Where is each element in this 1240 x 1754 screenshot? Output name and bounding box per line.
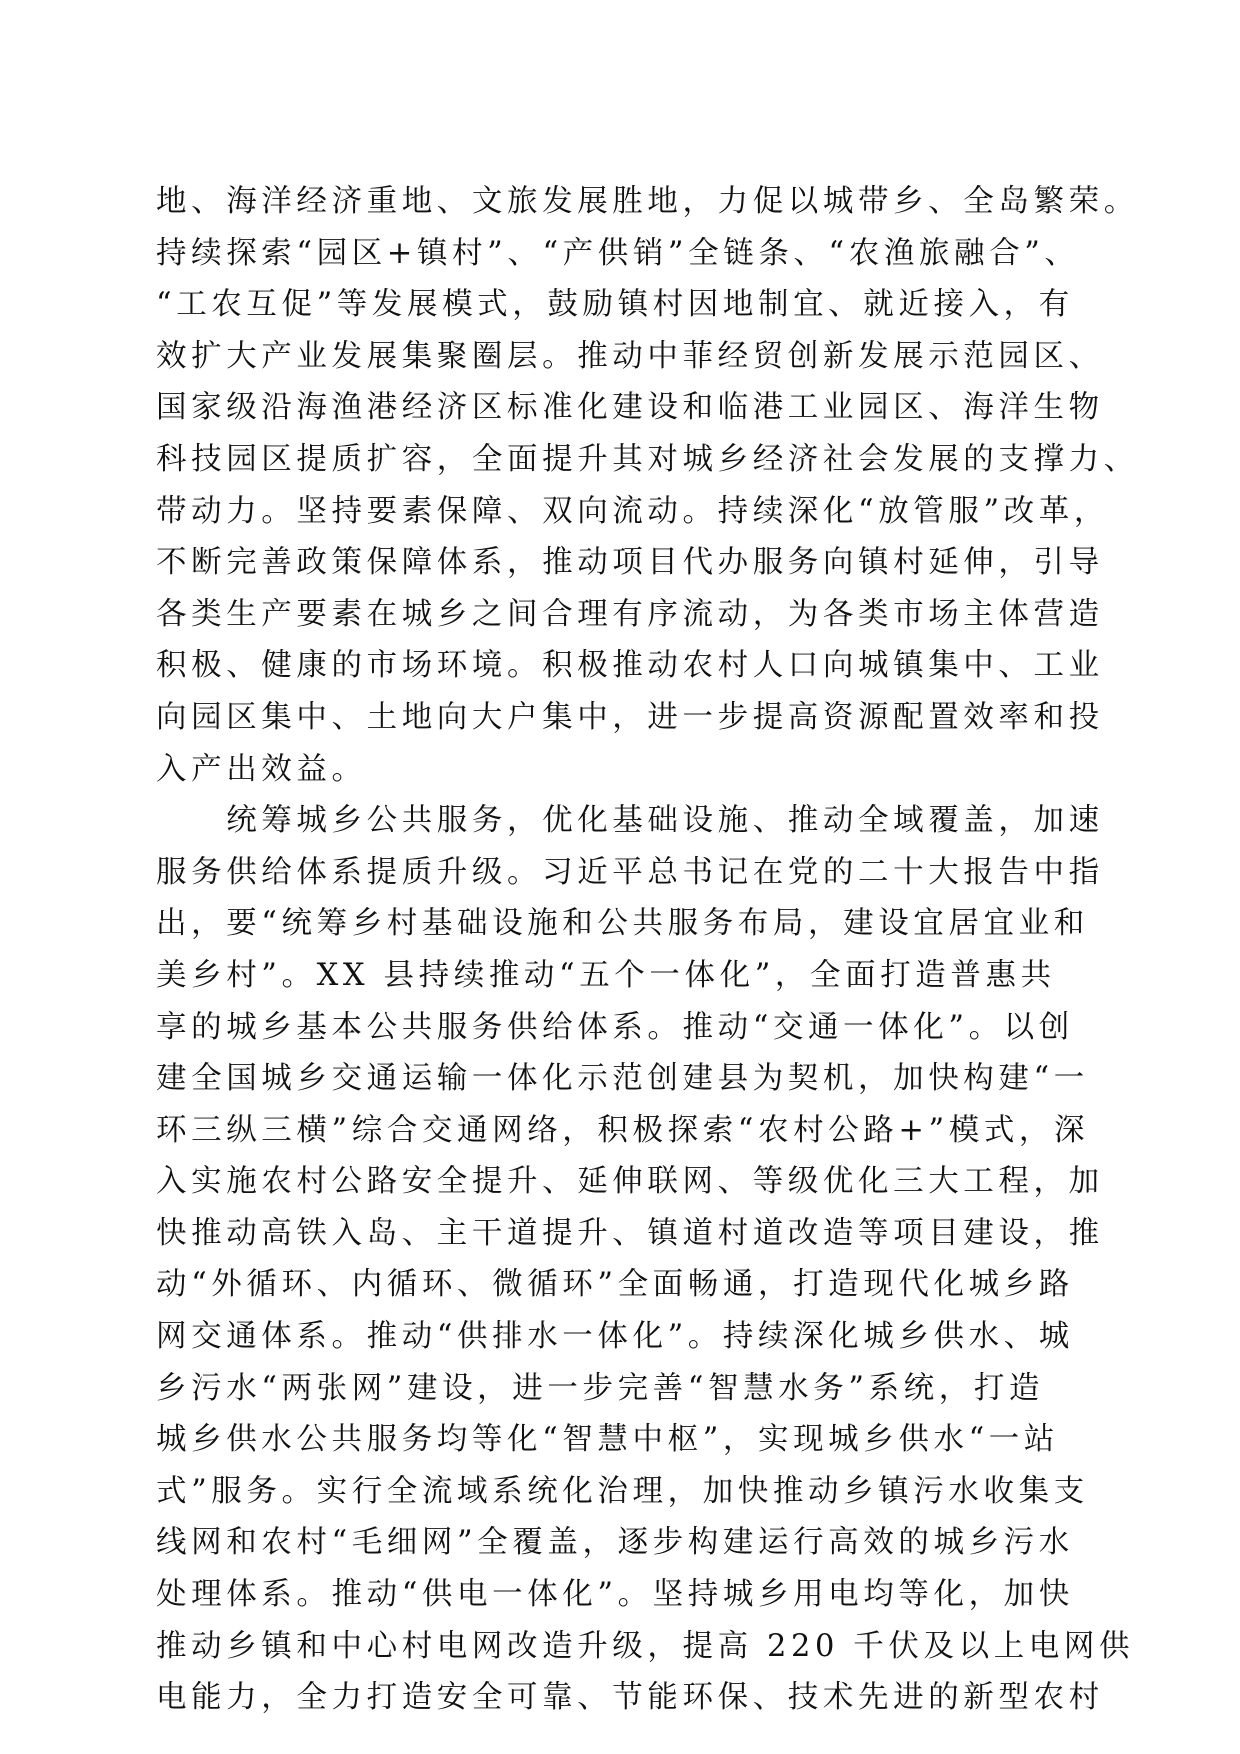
text-line: 式”服务。实行全流域系统化治理，加快推动乡镇污水收集支: [156, 1473, 1089, 1509]
text-line: 美乡村”。XX 县持续推动“五个一体化”，全面打造普惠共: [156, 957, 1056, 993]
text-line: 享的城乡基本公共服务供给体系。推动“交通一体化”。以创: [156, 1009, 1074, 1045]
text-line: 入实施农村公路安全提升、延伸联网、等级优化三大工程，加: [156, 1164, 1104, 1200]
text-line: 环三纵三横”综合交通网络，积极探索“农村公路+”模式，深: [156, 1112, 1090, 1148]
text-line: 积极、健康的市场环境。积极推动农村人口向城镇集中、工业: [156, 648, 1104, 684]
text-line: 动“外循环、内循环、微循环”全面畅通，打造现代化城乡路: [156, 1267, 1074, 1303]
text-line: 处理体系。推动“供电一体化”。坚持城乡用电均等化，加快: [156, 1577, 1074, 1613]
text-line: 乡污水“两张网”建设，进一步完善“智慧水务”系统，打造: [156, 1370, 1045, 1406]
text-line: 快推动高铁入岛、主干道提升、镇道村道改造等项目建设，推: [156, 1215, 1104, 1251]
text-line: 不断完善政策保障体系，推动项目代办服务向镇村延伸，引导: [156, 545, 1104, 581]
text-line: 电能力，全力打造安全可靠、节能环保、技术先进的新型农村: [156, 1680, 1104, 1716]
text-line: 出，要“统筹乡村基础设施和公共服务布局，建设宜居宜业和: [156, 906, 1089, 942]
text-line: 服务供给体系提质升级。习近平总书记在党的二十大报告中指: [156, 854, 1104, 890]
text-line: 各类生产要素在城乡之间合理有序流动，为各类市场主体营造: [156, 596, 1104, 632]
text-line: 科技园区提质扩容，全面提升其对城乡经济社会发展的支撑力、: [156, 441, 1139, 477]
text-line: 入产出效益。: [156, 751, 367, 787]
text-line: 效扩大产业发展集聚圈层。推动中菲经贸创新发展示范园区、: [156, 338, 1104, 374]
text-line: 国家级沿海渔港经济区标准化建设和临港工业园区、海洋生物: [156, 390, 1104, 426]
text-line: “工农互促”等发展模式，鼓励镇村因地制宜、就近接入，有: [156, 287, 1074, 323]
text-line: 城乡供水公共服务均等化“智慧中枢”，实现城乡供水“一站: [156, 1422, 1059, 1458]
text-line: 建全国城乡交通运输一体化示范创建县为契机，加快构建“一: [156, 1061, 1089, 1097]
text-line: 向园区集中、土地向大户集中，进一步提高资源配置效率和投: [156, 699, 1104, 735]
text-line: 地、海洋经济重地、文旅发展胜地，力促以城带乡、全岛繁荣。: [156, 184, 1139, 219]
text-line: 推动乡镇和中心村电网改造升级，提高 220 千伏及以上电网供: [156, 1628, 1135, 1664]
body-text: [156, 176, 1139, 1724]
text-line: 带动力。坚持要素保障、双向流动。持续深化“放管服”改革，: [156, 493, 1109, 529]
text-line: 统筹城乡公共服务，优化基础设施、推动全域覆盖，加速: [156, 803, 1104, 839]
text-line: 线网和农村“毛细网”全覆盖，逐步构建运行高效的城乡污水: [156, 1525, 1074, 1561]
text-line: 网交通体系。推动“供排水一体化”。持续深化城乡供水、城: [156, 1319, 1074, 1355]
text-line: 持续探索“园区+镇村”、“产供销”全链条、“农渔旅融合”、: [156, 235, 1080, 271]
